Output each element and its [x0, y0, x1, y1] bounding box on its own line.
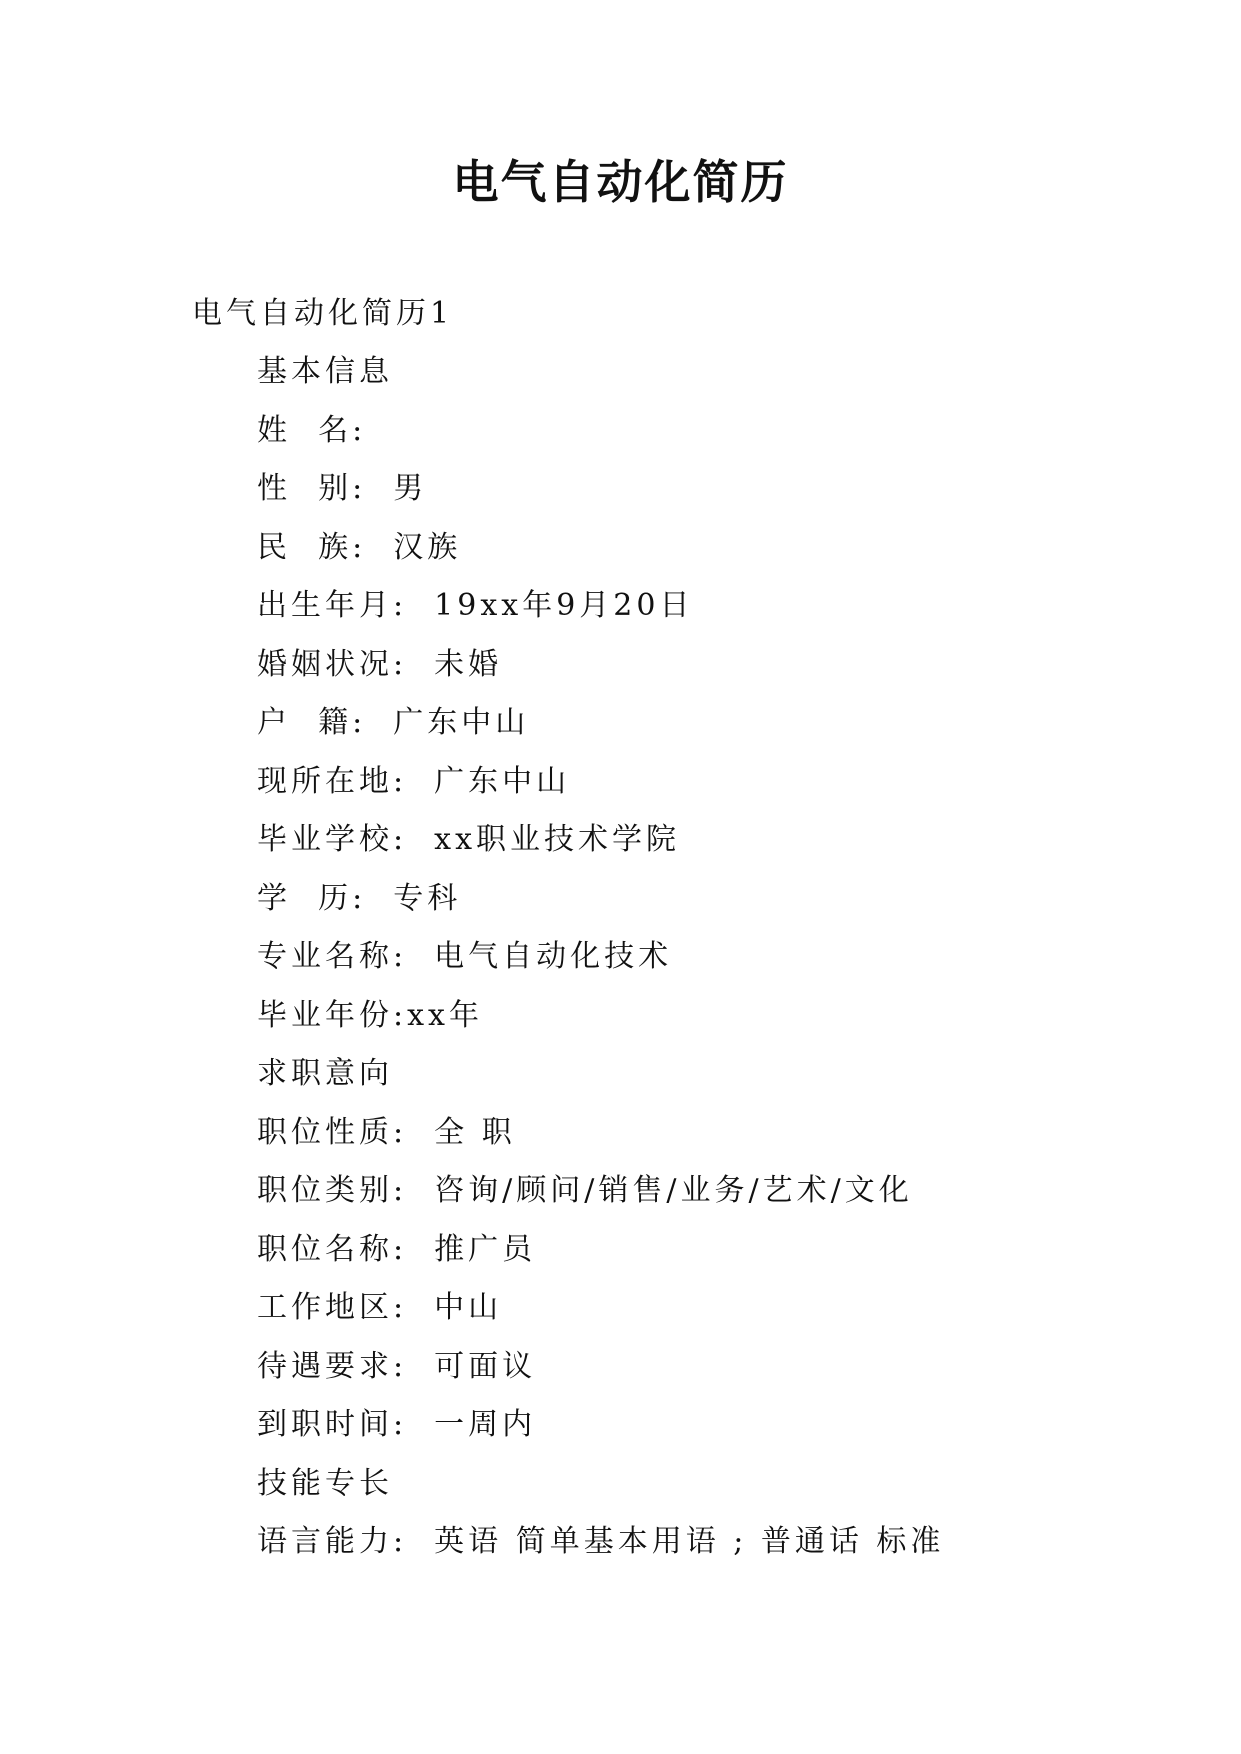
line-job-nature: 职位性质: 全 职 [257, 1114, 516, 1150]
section-heading: 电气自动化简历1 [192, 296, 454, 331]
line-start-time: 到职时间: 一周内 [257, 1407, 537, 1442]
line-skills-heading: 技能专长 [257, 1465, 393, 1501]
resume-body [257, 352, 944, 1581]
line-major: 专业名称: 电气自动化技术 [257, 939, 673, 974]
line-job-title: 职位名称: 推广员 [257, 1231, 537, 1267]
line-work-area: 工作地区: 中山 [257, 1290, 503, 1325]
line-ethnicity: 民 族: 汉族 [257, 529, 462, 565]
line-basic-info-heading: 基本信息 [257, 354, 393, 389]
line-graduation-year: 毕业年份:xx年 [257, 997, 483, 1033]
line-language-ability: 语言能力: 英语 简单基本用语 ; 普通话 标准 [257, 1524, 945, 1559]
line-gender: 性 别: 男 [257, 471, 428, 506]
line-name: 姓 名: [257, 412, 367, 448]
line-marital-status: 婚姻状况: 未婚 [257, 646, 503, 682]
line-job-category: 职位类别: 咨询/顾问/销售/业务/艺术/文化 [257, 1173, 913, 1208]
page-title: 电气自动化简历 [452, 155, 789, 209]
line-education: 学 历: 专科 [257, 880, 462, 916]
line-household-registration: 户 籍: 广东中山 [257, 705, 530, 740]
line-job-intention-heading: 求职意向 [257, 1056, 393, 1091]
line-birth-date: 出生年月: 19xx年9月20日 [257, 588, 694, 623]
line-current-location: 现所在地: 广东中山 [257, 763, 571, 799]
line-salary-expectation: 待遇要求: 可面议 [257, 1348, 537, 1384]
line-school: 毕业学校: xx职业技术学院 [257, 822, 681, 857]
